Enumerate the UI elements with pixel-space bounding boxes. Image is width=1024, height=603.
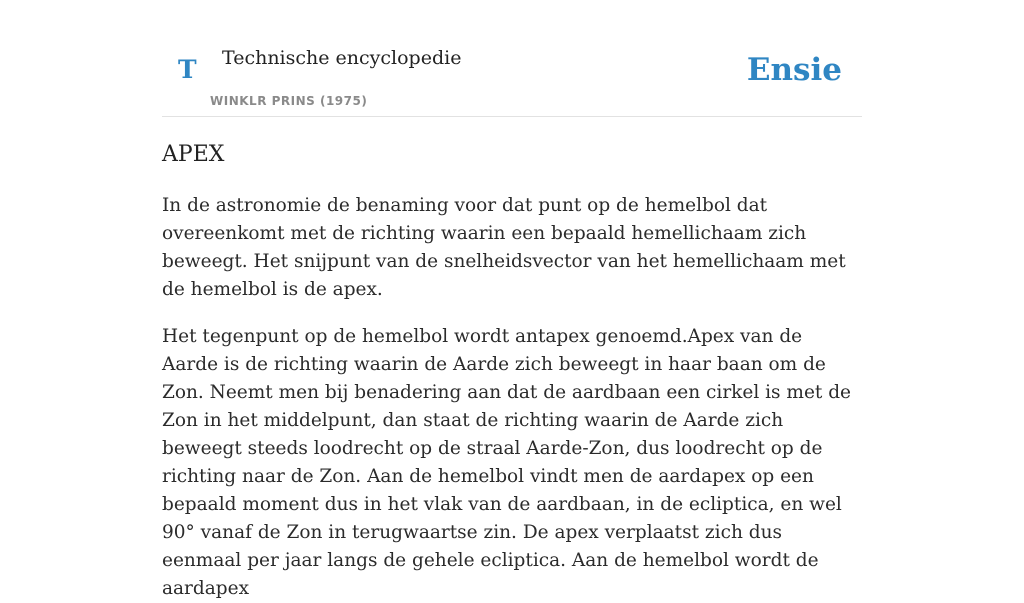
- brand-logo[interactable]: Ensie: [746, 52, 842, 88]
- article: [162, 136, 862, 603]
- source-title[interactable]: Technische encyclopedie: [222, 47, 462, 69]
- source-header: [162, 0, 862, 117]
- article-paragraph: Het tegenpunt op de hemelbol wordt antapex genoemd.Apex van de Aarde is de richting waarin de Aarde zich beweegt in haar baan om de Zon. Neemt men bij benadering aan dat de aardbaan een cirkel is met de Zon in het middelpunt, dan staat de richting waarin de Aarde zich beweegt steeds loodrecht op de straal Aarde-Zon, dus loodrecht op de richting naar de Zon. Aan de hemelbol vindt men de aardapex op een bepaald moment dus in het vlak van de aardbaan, in de ecliptica, en wel 90° vanaf de Zon in terugwaartse zin. De apex verplaatst zich dus eenmaal per jaar langs de gehele ecliptica. Aan de hemelbol wordt de aardapex: [162, 326, 852, 599]
- article-paragraph: In de astronomie de benaming voor dat punt op de hemelbol dat overeenkomt met de richting waarin een bepaald hemellichaam zich beweegt. Het snijpunt van de snelheidsvector van het hemellichaam met de hemelbol is de apex.: [162, 195, 846, 300]
- source-logo[interactable]: T: [178, 55, 197, 84]
- article-title: APEX: [162, 142, 225, 167]
- source-subtitle: WINKLR PRINS (1975): [210, 94, 368, 108]
